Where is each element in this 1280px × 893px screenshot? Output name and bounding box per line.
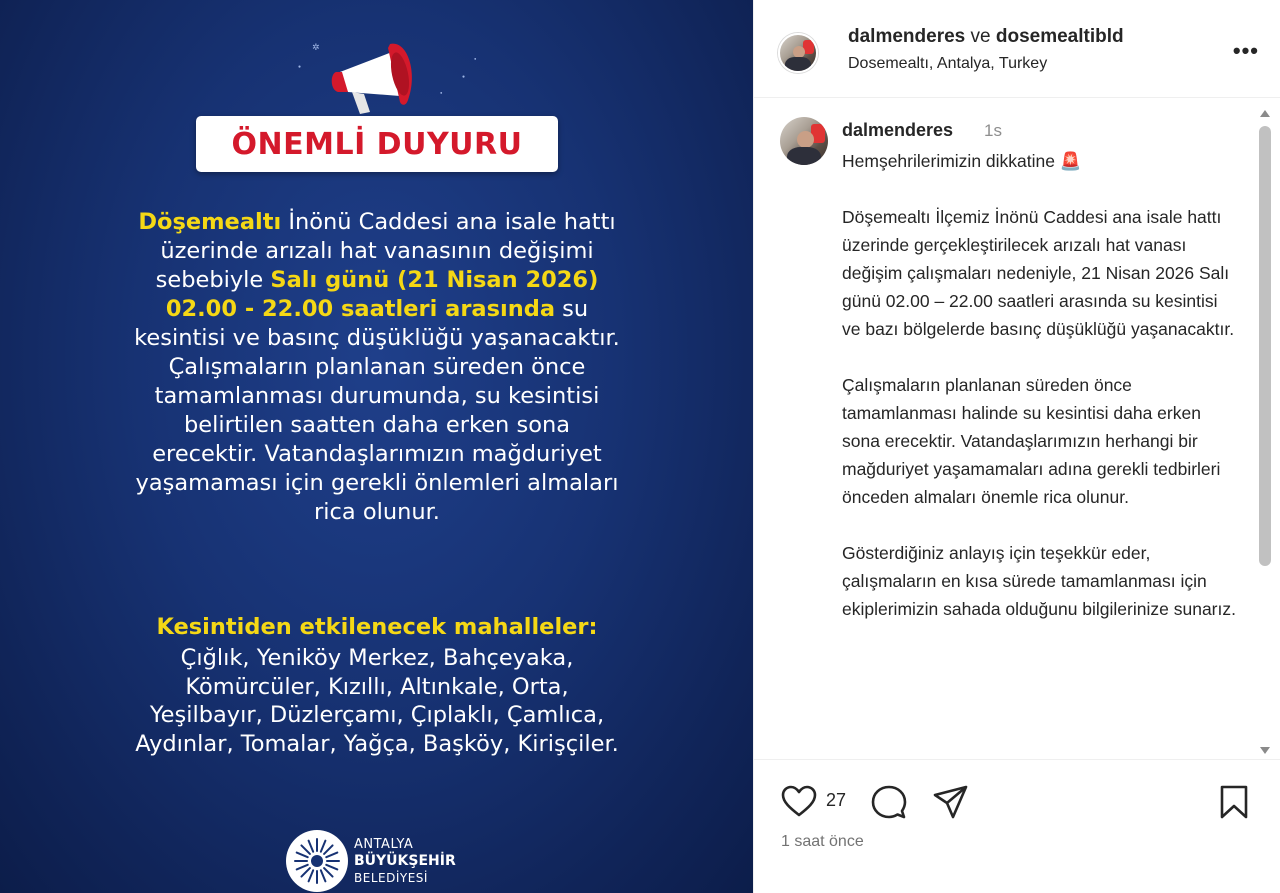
sparkle-icon: ✲ [312,42,320,52]
username-link-dalmenderes[interactable]: dalmenderes [848,26,966,47]
location-link[interactable]: Dosemealtı, Antalya, Turkey [848,55,1048,72]
bookmark-icon[interactable] [1218,784,1250,820]
caption-scrollbar[interactable] [1258,104,1272,756]
announcement-body [130,208,624,527]
announcement-highlight: Döşemealtı [138,209,282,235]
caption-paragraph-3: Gösterdiğiniz anlayış için teşekkür eder, çalışmaların en kısa sürede tamamlanması için ekiplerimizin sahada olduğunu bilgilerinize sunarız. [842,543,1236,619]
neighborhoods-list: Çığlık, Yeniköy Merkez, Bahçeyaka, Kömürcüler, Kızıllı, Altınkale, Orta, Yeşilbayır, Düzlerçamı, Çıplaklı, Çamlıca, Aydınlar, Tomalar, Yağça, Başköy, Kirişçiler. [135,645,619,757]
username-link-dosemealtibld[interactable]: dosemealtibld [995,26,1124,47]
avatar[interactable] [778,33,818,73]
logo-line3: BELEDİYESİ [354,870,428,885]
sparkle-icon: ● [298,64,302,70]
caption-username[interactable]: dalmenderes [842,120,954,140]
scroll-down-arrow-icon[interactable] [1260,747,1270,754]
caption-text [842,147,1238,623]
like-count[interactable]: 27 [826,790,847,810]
neighborhoods-title: Kesintiden etkilenecek mahalleler: [156,614,598,640]
caption-paragraph-1: Döşemealtı İlçemiz İnönü Caddesi ana isale hattı üzerinde gerçekleştirilecek arızalı hat vanası değişim çalışmaları nedeniyle, 21 Nisan 2026 Salı günü 02.00 – 22.00 saatleri arasında su kesintisi ve bazı bölgelerde basınç düşüklüğü yaşanacaktır. [842,207,1235,339]
scroll-up-arrow-icon[interactable] [1260,110,1270,117]
announcement-text: İnönü Caddesi ana isale hattı üzerinde arızalı hat vanasının değişimi sebebiyle [155,209,616,293]
post-actions [754,759,1280,893]
sparkle-icon: ● [462,74,466,80]
siren-emoji: 🚨 [1059,151,1082,171]
avatar[interactable] [780,117,828,165]
caption-paragraph-2: Çalışmaların planlanan süreden önce tamamlanması halinde su kesintisi daha erken sona erecektir. Vatandaşlarımızın herhangi bir mağduriyet yaşamamaları adına gerekli tedbirleri önceden almaları önemle rica olunur. [842,375,1221,507]
caption-timestamp[interactable]: 1s [984,121,1002,140]
sparkle-icon: ● [440,90,443,95]
post-timestamp[interactable]: 1 saat önce [781,833,864,850]
share-icon[interactable] [932,784,970,820]
announcement-title: ÖNEMLİ DUYURU [231,126,523,162]
logo-line2: BÜYÜKŞEHİR [354,852,456,869]
heart-icon[interactable] [780,784,818,818]
announcement-title-box [196,116,558,172]
post-header [754,0,1280,98]
scrollbar-thumb[interactable] [1259,126,1271,566]
caption-area[interactable] [754,99,1280,759]
header-usernames [848,26,1124,48]
logo-line1: ANTALYA [354,836,414,852]
caption-greeting: Hemşehrilerimizin dikkatine [842,151,1055,171]
announcement-text: su kesintisi ve basınç düşüklüğü yaşanacaktır. Çalışmaların planlanan süreden önce tamamlanması durumunda, su kesintisi belirtilen saatten daha erken sona erecektir. Vatandaşlarımızın mağduriyet yaşamaması için gerekli önlemleri almaları rica olunur. [134,296,620,525]
collab-separator: ve [970,26,991,47]
comment-icon[interactable] [870,784,908,820]
more-options-icon[interactable]: ••• [1232,38,1259,63]
sparkle-icon: ● [474,56,477,61]
post-side-panel [753,0,1280,893]
sun-logo-icon [286,830,348,892]
megaphone-icon [330,34,430,120]
announcement-highlight: Salı günü (21 Nisan 2026) 02.00 - 22.00 saatleri arasında [165,267,599,322]
municipality-logo [286,830,456,892]
